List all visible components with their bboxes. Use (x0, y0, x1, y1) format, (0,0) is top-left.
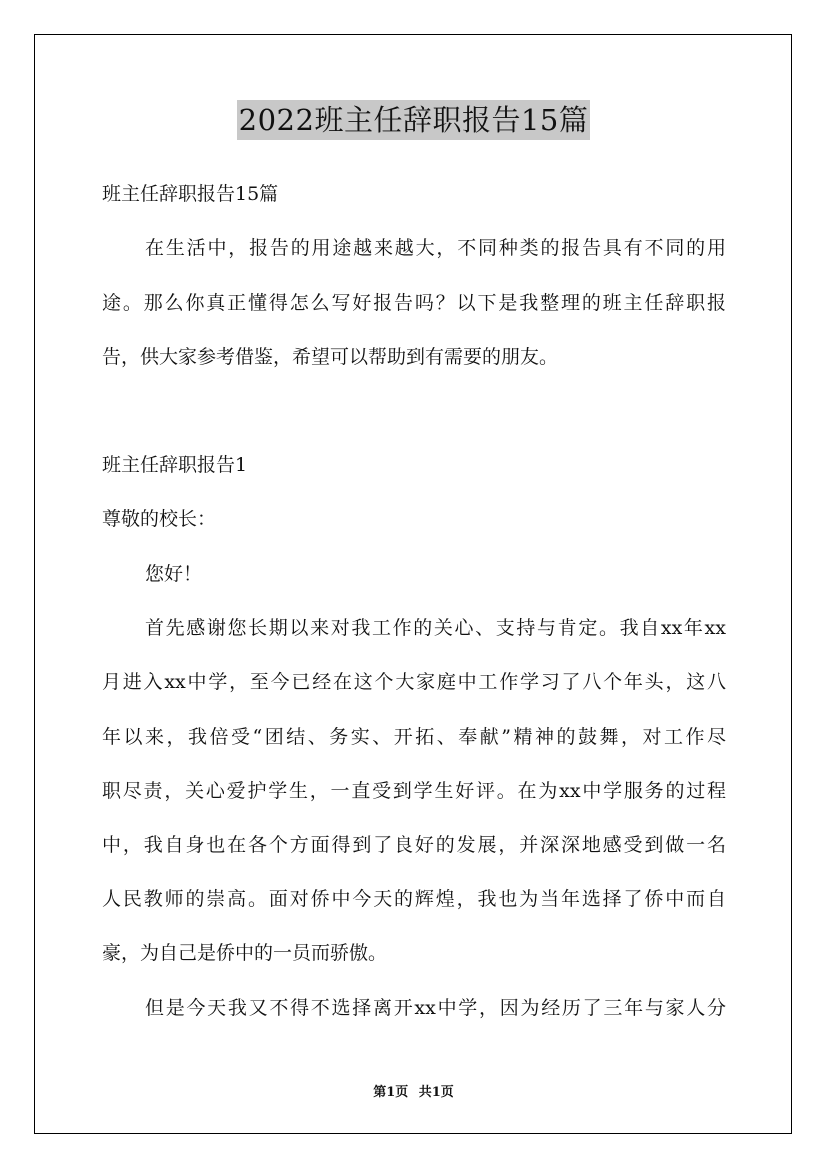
document-subtitle: 班主任辞职报告15篇 (102, 183, 279, 205)
para1-line-1: 首先感谢您长期以来对我工作的关心、支持与肯定。我自xx年xx (145, 617, 726, 639)
para1-line-5: 中，我自身也在各个方面得到了良好的发展，并深深地感受到做一名 (102, 834, 726, 856)
para1-line-4: 职尽责，关心爱护学生，一直受到学生好评。在为xx中学服务的过程 (102, 780, 726, 802)
title-container (0, 100, 827, 140)
para1-line-3: 年以来，我倍受“团结、务实、开拓、奉献”精神的鼓舞，对工作尽 (102, 726, 726, 748)
intro-line-1: 在生活中，报告的用途越来越大，不同种类的报告具有不同的用 (145, 237, 726, 259)
para1-line-7: 豪，为自己是侨中的一员而骄傲。 (102, 942, 388, 964)
intro-line-2: 途。那么你真正懂得怎么写好报告吗？以下是我整理的班主任辞职报 (102, 292, 726, 314)
intro-line-3: 告，供大家参考借鉴，希望可以帮助到有需要的朋友。 (102, 346, 559, 368)
para1-line-6: 人民教师的崇高。面对侨中今天的辉煌，我也为当年选择了侨中而自 (102, 888, 726, 910)
section-heading: 班主任辞职报告1 (102, 454, 248, 476)
document-title: 2022班主任辞职报告15篇 (237, 100, 591, 140)
page-footer: 第1页 共1页 (373, 1085, 454, 1100)
para2-line-1: 但是今天我又不得不选择离开xx中学，因为经历了三年与家人分 (145, 997, 726, 1019)
para1-line-2: 月进入xx中学，至今已经在这个大家庭中工作学习了八个年头，这八 (102, 671, 726, 693)
salutation: 尊敬的校长： (102, 508, 217, 530)
greeting: 您好！ (145, 563, 203, 585)
